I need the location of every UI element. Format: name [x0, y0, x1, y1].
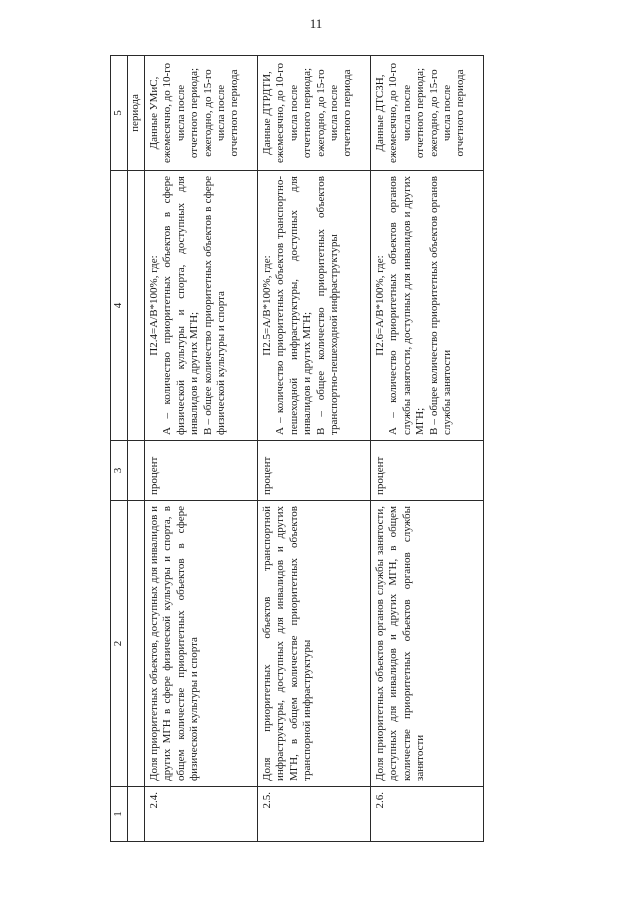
formula-part-a: А – количество приоритетных объектов транспортно-пешеходной инфраструктуры, доступных для инвалидов и других МГН; [274, 176, 314, 435]
header-col-4: 4 [111, 171, 128, 441]
continuation-cell-3 [128, 441, 145, 501]
indicator-unit: процент [258, 441, 371, 501]
continuation-row [128, 56, 145, 842]
indicators-table [110, 55, 484, 842]
indicator-source: Данные ДТРДТИ, ежемесячно, до 10-го числа после отчетного периода; ежегодно, до 15-го числа после отчетного периода [258, 56, 371, 171]
rotated-table-area [110, 56, 484, 842]
header-row [111, 56, 128, 842]
page-number: 11 [309, 16, 323, 31]
table-row [371, 56, 484, 842]
continuation-label: периода [128, 56, 145, 171]
table-row [258, 56, 371, 842]
indicator-formula [145, 171, 258, 441]
indicator-description: Доля приоритетных объектов транспортной инфраструктуры, доступных для инвалидов и других МГН, в общем количестве приоритетных объектов транспорной инфраструктуры [258, 501, 371, 787]
indicator-formula [371, 171, 484, 441]
formula-part-b: В – общее количество приоритетных объектов органов службы занятости [427, 176, 454, 435]
continuation-cell-4 [128, 171, 145, 441]
table-rotator [110, 56, 484, 842]
row-number: 2.4. [145, 787, 258, 842]
table-row [145, 56, 258, 842]
indicator-description: Доля приоритетных объектов органов службы занятости, доступных для инвалидов и других МГН, в общем количестве приоритетных объектов органов службы занятости [371, 501, 484, 787]
indicator-source: Данные ДТСЗН, ежемесячно, до 10-го числа после отчетного периода; ежегодно, до 15-го числа после отчетного периода [371, 56, 484, 171]
header-col-3: 3 [111, 441, 128, 501]
row-number: 2.5. [258, 787, 371, 842]
continuation-cell-1 [128, 787, 145, 842]
formula-title: П2.4=А/В*100%, где: [148, 255, 160, 356]
formula-part-a: А – количество приоритетных объектов в сфере физической культуры и спорта, доступных для инвалидов и других МГН; [161, 176, 201, 435]
continuation-cell-2 [128, 501, 145, 787]
indicator-formula [258, 171, 371, 441]
indicator-unit: процент [371, 441, 484, 501]
indicator-source: Данные УМиС, ежемесячно, до 10-го числа после отчетного периода; ежегодно, до 15-го числа после отчетного периода [145, 56, 258, 171]
formula-title: П2.5=А/В*100%, где: [261, 255, 273, 356]
formula-part-a: А – количество приоритетных объектов органов службы занятости, доступных для инвалидов и других МГН; [387, 176, 427, 435]
row-number: 2.6. [371, 787, 484, 842]
formula-part-b: В – общее количество приоритетных объектов транспортно-пешеходной инфраструктуры [314, 176, 341, 435]
header-col-5: 5 [111, 56, 128, 171]
indicator-description: Доля приоритетных объектов, доступных для инвалидов и других МГН в сфере физической культуры и спорта, в общем количестве приоритетных объектов в сфере физической культуры и спорта [145, 501, 258, 787]
header-col-1: 1 [111, 787, 128, 842]
indicator-unit: процент [145, 441, 258, 501]
header-col-2: 2 [111, 501, 128, 787]
formula-title: П2.6=А/В*100%, где: [374, 255, 386, 356]
formula-part-b: В – общее количество приоритетных объектов в сфере физической культуры и спорта [201, 176, 228, 435]
